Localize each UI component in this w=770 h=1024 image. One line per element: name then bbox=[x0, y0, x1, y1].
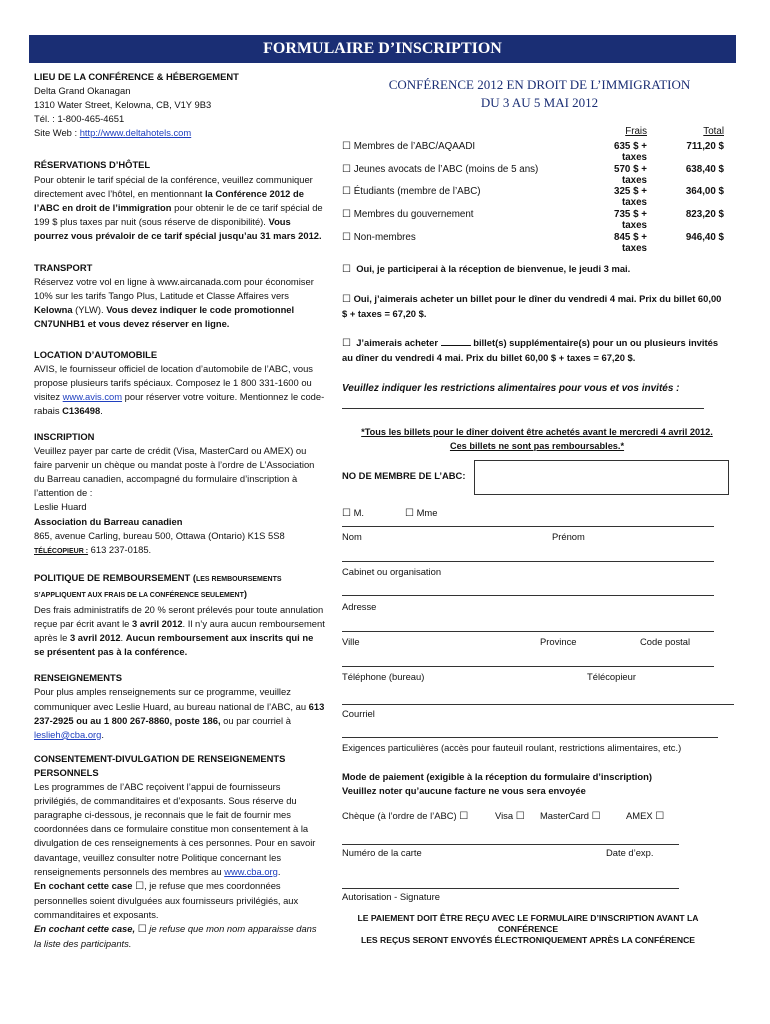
diet-label: Veuillez indiquer les restrictions alimentaires pour vous et vos invités : bbox=[342, 383, 680, 394]
venue-site bbox=[34, 126, 326, 140]
checkbox-icon[interactable]: ☐ bbox=[459, 811, 469, 822]
consent-text-b: je refuse que mon nom apparaisse dans la liste des participants. bbox=[34, 922, 317, 950]
right-column bbox=[342, 70, 737, 970]
code-postal-label: Code postal bbox=[640, 636, 691, 647]
exp-label: Date d’exp. bbox=[606, 847, 654, 858]
payment-footer-1: LE PAIEMENT DOIT ÊTRE REÇU AVEC LE FORMULAIRE D’INSCRIPTION AVANT LA CONFÉRENCE bbox=[357, 913, 699, 934]
info-heading: RENSEIGNEMENTS bbox=[34, 672, 123, 684]
consent-text-2: . bbox=[277, 865, 281, 877]
adresse-line[interactable] bbox=[342, 595, 714, 596]
car-text-2: pour réserver votre voiture. Mentionnez le code-rabais bbox=[34, 390, 325, 416]
payment-note: Veuillez noter qu’aucune facture ne vous sera envoyée bbox=[342, 785, 586, 796]
transport-heading: TRANSPORT bbox=[34, 262, 93, 274]
info-text-2: ou par courriel à bbox=[220, 714, 291, 726]
exigences-line[interactable] bbox=[342, 737, 718, 738]
visa-label: Visa bbox=[495, 810, 514, 821]
checkbox-icon[interactable]: ☐ bbox=[342, 209, 351, 220]
member-no-field[interactable] bbox=[474, 460, 729, 495]
fee-row[interactable] bbox=[342, 230, 737, 254]
conference-name: CONFÉRENCE 2012 EN DROIT DE L’IMMIGRATION bbox=[388, 77, 691, 92]
checkbox-icon[interactable]: ☐ bbox=[655, 811, 665, 822]
reservations-bold-2: Vous pourrez vous prévaloir de ce tarif spécial jusqu’au 31 mars 2012. bbox=[34, 215, 322, 241]
car-text bbox=[34, 362, 326, 418]
pay-mastercard[interactable] bbox=[540, 810, 601, 822]
fee-label: Membres de l’ABC/AQAADI bbox=[353, 141, 476, 152]
checkbox-icon[interactable]: ☐ bbox=[342, 508, 351, 519]
mr-label: M. bbox=[353, 507, 364, 518]
venue-hotel: Delta Grand Okanagan bbox=[34, 85, 131, 97]
member-no-label: NO DE MEMBRE DE L’ABC: bbox=[342, 470, 466, 481]
inscription-org: Association du Barreau canadien bbox=[34, 515, 183, 527]
refund-bold-1: 3 avril 2012 bbox=[131, 618, 183, 630]
checkbox-icon[interactable]: ☐ bbox=[135, 880, 145, 892]
inscription-text: Veuillez payer par carte de crédit (Visa, MasterCard ou AMEX) ou faire parvenir un chèque ou mandat poste à l’ordre de L’Association du Barreau canadien, accompagné du formulaire d’inscription à l’attention de : bbox=[34, 445, 315, 499]
refund-text bbox=[34, 603, 326, 659]
reservations-text-2: pour obtenir le de ce tarif spécial de 199 $ plus taxes par nuit (sous réserve de disponibilité). bbox=[34, 201, 323, 227]
refund-bold-3: Aucun remboursement aux inscrits qui ne se présentent pas à la conférence. bbox=[34, 632, 314, 658]
payment-footer bbox=[342, 913, 714, 946]
telecopieur-label: Télécopieur bbox=[587, 671, 636, 682]
transport-text-1: Réservez votre vol en ligne à www.aircanada.com pour économiser 10% sur les tarifs Tango Plus, Latitude et Classe Affaires vers bbox=[34, 276, 314, 302]
refund-heading-sc: LES REMBOURSEMENTS S’APPLIQUENT AUX FRAIS DE LA CONFÉRENCE SEULEMENT bbox=[34, 575, 282, 599]
conference-dates: DU 3 AU 5 MAI 2012 bbox=[480, 95, 599, 110]
reservations-heading: RÉSERVATIONS D’HÔTEL bbox=[34, 159, 151, 171]
fee-label: Membres du gouvernement bbox=[353, 209, 474, 220]
telephone-label: Téléphone (bureau) bbox=[342, 671, 425, 682]
col-total-label: Total bbox=[703, 126, 724, 137]
extra-label-b: billet(s) supplémentaire(s) pour un ou plusieurs invités au dîner du vendredi 4 mai. Prix du billet 60,00 $ + taxes = 67,20 $. bbox=[342, 337, 719, 363]
fee-frais: 635 $ + taxes bbox=[614, 141, 647, 163]
consent-bold-b: En cochant cette case, bbox=[34, 922, 138, 934]
consent-text bbox=[34, 780, 326, 879]
fee-row[interactable] bbox=[342, 139, 737, 163]
pay-amex[interactable] bbox=[626, 810, 664, 822]
venue-phone: Tél. : 1-800-465-4651 bbox=[34, 113, 125, 125]
transport-text-2: (YLW). bbox=[72, 304, 107, 316]
prenom-label: Prénom bbox=[552, 531, 585, 542]
cheque-label: Chèque (à l’ordre de l’ABC) bbox=[342, 810, 457, 821]
inscription-addr: 865, avenue Carling, bureau 500, Ottawa (Ontario) K1S 5S8 bbox=[34, 529, 285, 541]
info-text-3: . bbox=[101, 728, 104, 740]
signature-label: Autorisation - Signature bbox=[342, 891, 440, 902]
cabinet-line[interactable] bbox=[342, 561, 714, 562]
info-bold-1: 613 237-2925 ou au 1 800 267-8860, poste 186, bbox=[34, 700, 325, 726]
fee-label: Jeunes avocats de l’ABC (moins de 5 ans) bbox=[353, 164, 539, 175]
checkbox-icon[interactable]: ☐ bbox=[137, 923, 147, 935]
payment-footer-2: LES REÇUS SERONT ENVOYÉS ÉLECTRONIQUEMENT APRÈS LA CONFÉRENCE bbox=[360, 935, 696, 945]
pay-visa[interactable] bbox=[495, 810, 525, 822]
fee-frais: 325 $ + taxes bbox=[614, 186, 647, 208]
consent-heading: CONSENTEMENT-DIVULGATION DE RENSEIGNEMENTS PERSONNELS bbox=[34, 752, 286, 778]
info-text-1: Pour plus amples renseignements sur ce programme, veuillez communiquer avec Leslie Huard, au bureau national de l’ABC, au bbox=[34, 686, 309, 712]
fee-label: Non-membres bbox=[353, 232, 416, 243]
email-link[interactable]: leslieh@cba.org bbox=[34, 728, 102, 740]
pay-cheque[interactable] bbox=[342, 810, 468, 822]
payment-mode-label: Mode de paiement (exigible à la réception du formulaire d’inscription) bbox=[342, 771, 652, 782]
adresse-label: Adresse bbox=[342, 601, 377, 612]
fax-label: TÉLÉCOPIEUR : bbox=[34, 547, 89, 555]
fee-frais: 735 $ + taxes bbox=[614, 209, 647, 231]
venue-site-link[interactable]: http://www.deltahotels.com bbox=[79, 127, 192, 139]
inscription-name: Leslie Huard bbox=[34, 501, 87, 513]
venue-heading: LIEU DE LA CONFÉRENCE & HÉBERGEMENT bbox=[34, 71, 239, 82]
extra-label-a: J’aimerais acheter bbox=[356, 337, 441, 348]
cabinet-label: Cabinet ou organisation bbox=[342, 566, 442, 577]
consent-optout-contacts bbox=[34, 879, 326, 922]
checkbox-icon[interactable]: ☐ bbox=[405, 508, 414, 519]
nom-label: Nom bbox=[342, 531, 362, 542]
courriel-line[interactable] bbox=[342, 704, 734, 705]
fee-row[interactable] bbox=[342, 207, 737, 231]
fee-frais: 845 $ + taxes bbox=[614, 232, 647, 254]
col-total bbox=[662, 126, 724, 137]
refund-text-1: Des frais administratifs de 20 % seront prélevés pour toute annulation reçue par écrit avant le bbox=[34, 604, 324, 630]
mrs-label: Mme bbox=[416, 507, 438, 518]
fee-total: 823,20 $ bbox=[685, 209, 724, 220]
diet-line[interactable] bbox=[342, 408, 704, 409]
refund-bold-2: 3 avril 2012 bbox=[69, 632, 121, 644]
venue-site-label: Site Web : bbox=[34, 127, 80, 139]
checkbox-icon[interactable]: ☐ bbox=[342, 164, 351, 175]
checkbox-icon[interactable]: ☐ bbox=[515, 811, 525, 822]
fee-total: 946,40 $ bbox=[685, 232, 724, 243]
exigences-label: Exigences particulières (accès pour fauteuil roulant, restrictions alimentaires, etc.) bbox=[342, 742, 682, 753]
dinner-note-2: Ces billets ne sont pas remboursables.* bbox=[449, 441, 625, 451]
payment-mode bbox=[342, 770, 652, 798]
checkbox-icon[interactable]: ☐ bbox=[591, 811, 601, 822]
cba-link[interactable]: www.cba.org bbox=[224, 865, 278, 877]
reservations-text bbox=[34, 173, 326, 243]
fee-total: 711,20 $ bbox=[686, 141, 724, 152]
car-text-3: . bbox=[100, 404, 103, 416]
checkbox-icon[interactable]: ☐ bbox=[342, 186, 351, 197]
avis-link[interactable]: www.avis.com bbox=[62, 390, 123, 402]
title-mrs[interactable] bbox=[405, 507, 437, 519]
ville-line[interactable] bbox=[342, 631, 714, 632]
refund-heading-text: POLITIQUE DE REMBOURSEMENT ( bbox=[34, 571, 196, 583]
dinner-note bbox=[342, 425, 732, 453]
left-column bbox=[34, 70, 326, 951]
consent-bold-a: En cochant cette case bbox=[34, 879, 136, 891]
conference-title bbox=[342, 76, 737, 112]
checkbox-icon[interactable]: ☐ bbox=[342, 141, 351, 152]
consent-text-1: Les programmes de l’ABC reçoivent l’appui de fournisseurs privilégiés, de commanditaires et d’exposants. Sous réserve du paragraphe ci-dessous, je reconnais que le fait de fournir mes coordonnées dans ce formulaire constitue mon consentement à la divulgation de ces renseignements à ces personnes. Pour en savoir davantage, veuillez consulter notre Politique concernant les renseignements personnels des membres au bbox=[34, 781, 316, 877]
checkbox-icon[interactable]: ☐ bbox=[342, 264, 351, 275]
ville-label: Ville bbox=[342, 636, 360, 647]
venue-address: 1310 Water Street, Kelowna, CB, V1Y 9B3 bbox=[34, 99, 212, 111]
mastercard-label: MasterCard bbox=[540, 810, 589, 821]
fee-row[interactable] bbox=[342, 184, 737, 208]
extra-tickets-option[interactable] bbox=[342, 336, 727, 365]
card-no-label: Numéro de la carte bbox=[342, 847, 422, 858]
car-code: C136498 bbox=[62, 404, 101, 416]
courriel-label: Courriel bbox=[342, 708, 375, 719]
consent-text-a: , je refuse que mes coordonnées personnelles soient divulguées aux fournisseurs privilégiés, aux commanditaires et exposants. bbox=[34, 879, 299, 920]
form-title: FORMULAIRE D’INSCRIPTION bbox=[29, 35, 736, 63]
name-line[interactable] bbox=[342, 526, 714, 527]
info-text bbox=[34, 685, 326, 741]
dinner-option[interactable] bbox=[342, 292, 727, 321]
fee-frais: 570 $ + taxes bbox=[614, 164, 647, 186]
reservations-bold-1: la Conférence 2012 de l’ABC en droit de l’immigration bbox=[34, 187, 304, 213]
dinner-label: Oui, j’aimerais acheter un billet pour le dîner du vendredi 4 mai. Prix du billet 60,00 $ + taxes = 67,20 $. bbox=[342, 293, 722, 319]
amex-label: AMEX bbox=[626, 810, 653, 821]
title-mr[interactable] bbox=[342, 507, 364, 519]
refund-text-2: . Il n’y aura aucun remboursement après le bbox=[34, 618, 325, 644]
col-frais-label: Frais bbox=[625, 126, 647, 137]
reception-option[interactable] bbox=[342, 263, 737, 275]
transport-text bbox=[34, 275, 326, 331]
reception-label: Oui, je participerai à la réception de bienvenue, le jeudi 3 mai. bbox=[356, 263, 631, 274]
telephone-line[interactable] bbox=[342, 666, 714, 667]
refund-heading-end: ) bbox=[243, 587, 248, 599]
checkbox-icon[interactable]: ☐ bbox=[342, 232, 351, 243]
transport-bold-2: Vous devez indiquer le code promotionnel CN7UNHB1 et vous devez réserver en ligne. bbox=[34, 304, 295, 330]
car-heading: LOCATION D’AUTOMOBILE bbox=[34, 348, 158, 360]
inscription-fax bbox=[34, 543, 326, 559]
card-line[interactable] bbox=[342, 844, 679, 845]
fee-total: 638,40 $ bbox=[685, 164, 724, 175]
ticket-count-field[interactable] bbox=[441, 345, 471, 346]
dinner-note-1: *Tous les billets pour le dîner doivent être achetés avant le mercredi 4 avril 2012. bbox=[361, 427, 713, 437]
consent-optout-list bbox=[34, 922, 326, 951]
reservations-text-1: Pour obtenir le tarif spécial de la conférence, veuillez communiquer directement avec l’hôtel, en mentionnant bbox=[34, 173, 313, 199]
province-label: Province bbox=[540, 636, 577, 647]
inscription-heading: INSCRIPTION bbox=[34, 430, 95, 442]
fax-number: 613 237-0185. bbox=[88, 543, 152, 555]
signature-line[interactable] bbox=[342, 888, 679, 889]
fee-total: 364,00 $ bbox=[685, 186, 724, 197]
transport-bold-1: Kelowna bbox=[34, 304, 73, 316]
col-frais bbox=[587, 126, 647, 137]
checkbox-icon[interactable]: ☐ bbox=[342, 294, 351, 305]
refund-text-3: . bbox=[120, 632, 126, 644]
fee-row[interactable] bbox=[342, 162, 737, 186]
checkbox-icon[interactable]: ☐ bbox=[342, 338, 351, 349]
car-text-1: AVIS, le fournisseur officiel de location d’automobile de l’ABC, vous propose plusieurs tarifs spéciaux. Composez le 1 800 331-1600 ou visitez bbox=[34, 362, 313, 402]
fee-label: Étudiants (membre de l’ABC) bbox=[353, 186, 481, 197]
refund-heading bbox=[34, 571, 326, 603]
